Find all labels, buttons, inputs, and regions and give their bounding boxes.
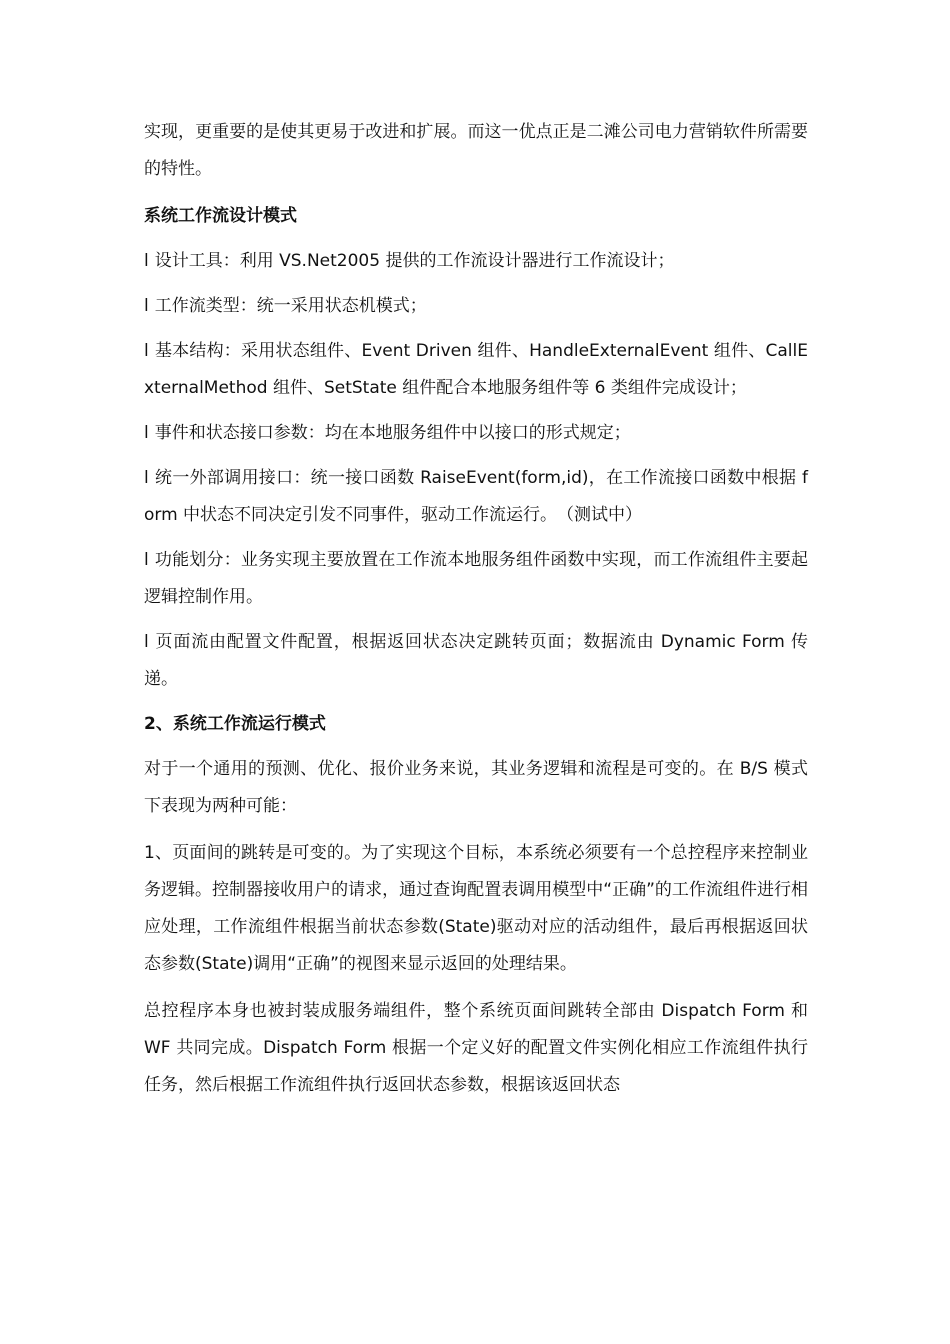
bullet-text: 功能划分：业务实现主要放置在工作流本地服务组件函数中实现，而工作流组件主要起逻辑控制作用。 [144,550,808,607]
bullet-external-interface [144,460,808,534]
intro-paragraph: 实现，更重要的是使其更易于改进和扩展。而这一优点正是二滩公司电力营销软件所需要的特性。 [144,122,808,179]
bullet-basic-structure [144,333,808,407]
paragraph-business-logic: 对于一个通用的预测、优化、报价业务来说，其业务逻辑和流程是可变的。在 B/S 模式下表现为两种可能： [144,759,808,816]
bullet-workflow-type [144,288,808,325]
section-heading-workflow-design: 系统工作流设计模式 [144,206,297,226]
bullet-marker: l [144,468,149,488]
document-body [144,114,808,1114]
bullet-marker: l [144,251,149,271]
section-heading-workflow-run: 2、系统工作流运行模式 [144,714,326,734]
bullet-marker: l [144,341,149,361]
bullet-text: 设计工具：利用 VS.Net2005 提供的工作流设计器进行工作流设计； [154,251,675,271]
bullet-text: 页面流由配置文件配置，根据返回状态决定跳转页面；数据流由 Dynamic Form 传递。 [144,632,808,689]
bullet-marker: l [144,423,149,443]
bullet-marker: l [144,632,149,652]
bullet-marker: l [144,296,149,316]
paragraph-page-jump: 1、页面间的跳转是可变的。为了实现这个目标，本系统必须要有一个总控程序来控制业务逻辑。控制器接收用户的请求，通过查询配置表调用模型中“正确”的工作流组件进行相应处理，工作流组件根据当前状态参数(State)驱动对应的活动组件，最后再根据返回状态参数(State)调用“正确”的视图来显示返回的处理结果。 [144,843,808,974]
bullet-text: 事件和状态接口参数：均在本地服务组件中以接口的形式规定； [154,423,631,443]
bullet-interface-params [144,415,808,452]
bullet-page-flow [144,624,808,698]
bullet-text: 基本结构：采用状态组件、Event Driven 组件、HandleExternalEvent 组件、CallExternalMethod 组件、SetState 组件配合本地服务组件等 6 类组件完成设计； [144,341,808,398]
paragraph-dispatch-form: 总控程序本身也被封装成服务端组件，整个系统页面间跳转全部由 Dispatch Form 和 WF 共同完成。Dispatch Form 根据一个定义好的配置文件实例化相应工作流组件执行任务，然后根据工作流组件执行返回状态参数，根据该返回状态 [144,1001,808,1095]
bullet-text: 统一外部调用接口：统一接口函数 RaiseEvent(form,id)，在工作流接口函数中根据 form 中状态不同决定引发不同事件，驱动工作流运行。 （测试中） [144,468,808,525]
bullet-text: 工作流类型：统一采用状态机模式； [154,296,427,316]
bullet-design-tool [144,243,808,280]
bullet-function-division [144,542,808,616]
bullet-marker: l [144,550,149,570]
